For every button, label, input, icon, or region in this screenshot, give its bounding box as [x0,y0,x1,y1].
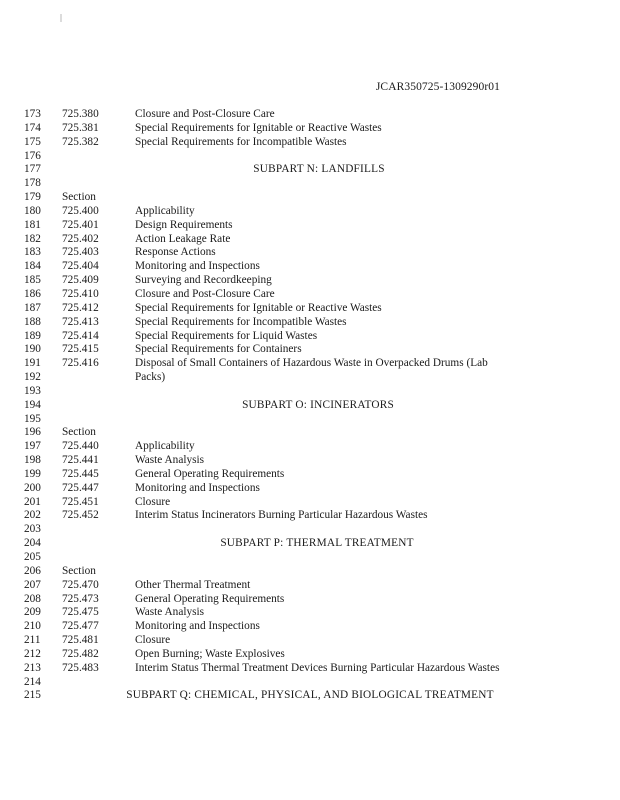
section-title: Special Requirements for Ignitable or Reactive Wastes [135,301,382,314]
section-entry-line [0,274,620,288]
line-number: 178 [24,177,41,190]
subpart-heading: SUBPART N: LANDFILLS [253,163,385,176]
section-entry-line [0,606,620,620]
section-number: 725.412 [62,301,99,314]
section-entry-line [0,648,620,662]
line-number: 213 [24,661,41,674]
section-number: 725.481 [62,634,99,647]
section-entry-line [0,371,620,385]
section-entry-line [0,593,620,607]
line-number: 214 [24,675,41,688]
line-number: 190 [24,343,41,356]
line-number: 215 [24,689,41,702]
subpart-heading-line [0,689,620,703]
section-number: 725.410 [62,287,99,300]
blank-line [0,150,620,164]
blank-line [0,551,620,565]
section-title: Closure [135,495,171,508]
line-number: 173 [24,108,41,120]
blank-line [0,385,620,399]
subpart-heading: SUBPART P: THERMAL TREATMENT [220,537,414,550]
section-entry-line [0,620,620,634]
section-entry-line [0,246,620,260]
section-entry-line [0,662,620,676]
section-title: General Operating Requirements [135,467,285,480]
section-number: 725.402 [62,232,99,245]
line-number: 200 [24,481,41,494]
section-title: Waste Analysis [135,606,205,619]
section-entry-line [0,191,620,205]
section-entry-line [0,219,620,233]
section-title: Packs) [135,371,166,384]
section-title: Disposal of Small Containers of Hazardous Waste in Overpacked Drums (Lab [135,357,488,370]
section-entry-line [0,233,620,247]
section-title: Interim Status Incinerators Burning Particular Hazardous Wastes [135,509,428,522]
section-entry-line [0,634,620,648]
section-number: 725.380 [62,108,99,120]
section-entry-line [0,330,620,344]
subpart-heading-line [0,399,620,413]
section-entry-line [0,108,620,122]
line-number: 201 [24,495,41,508]
section-number: Section [62,191,96,204]
section-number: 725.483 [62,661,99,674]
section-entry-line [0,302,620,316]
section-title: Special Requirements for Liquid Wastes [135,329,318,342]
section-title: Monitoring and Inspections [135,260,260,273]
subpart-heading-line [0,537,620,551]
section-number: 725.440 [62,440,99,453]
blank-line [0,413,620,427]
line-number: 182 [24,232,41,245]
line-number: 204 [24,537,41,550]
line-number: 209 [24,606,41,619]
section-entry-line [0,440,620,454]
line-number: 206 [24,564,41,577]
section-title: Monitoring and Inspections [135,481,260,494]
section-title: Special Requirements for Containers [135,343,302,356]
scan-mark [60,14,62,22]
line-number: 191 [24,357,41,370]
section-title: Action Leakage Rate [135,232,231,245]
section-number: 725.401 [62,218,99,231]
line-number: 208 [24,592,41,605]
section-number: 725.415 [62,343,99,356]
line-number: 174 [24,121,41,134]
section-entry-line [0,122,620,136]
section-number: 725.381 [62,121,99,134]
section-number: 725.477 [62,620,99,633]
section-title: Surveying and Recordkeeping [135,274,272,287]
section-number: 725.482 [62,647,99,660]
line-number: 194 [24,398,41,411]
line-number: 210 [24,620,41,633]
line-number: 198 [24,454,41,467]
section-title: Other Thermal Treatment [135,578,251,591]
section-number: 725.445 [62,467,99,480]
line-number: 188 [24,315,41,328]
line-number: 193 [24,384,41,397]
section-title: Monitoring and Inspections [135,620,260,633]
line-number: 177 [24,163,41,176]
section-title: General Operating Requirements [135,592,285,605]
line-number: 175 [24,135,41,148]
section-title: Waste Analysis [135,454,205,467]
line-number: 186 [24,287,41,300]
section-entry-line [0,496,620,510]
line-number: 183 [24,246,41,259]
section-entry-line [0,136,620,150]
line-number: 181 [24,218,41,231]
line-number: 203 [24,523,41,536]
section-number: 725.447 [62,481,99,494]
line-number: 192 [24,371,41,384]
section-number: 725.414 [62,329,99,342]
section-entry-line [0,316,620,330]
section-title: Applicability [135,440,195,453]
section-title: Special Requirements for Incompatible Wastes [135,135,347,148]
section-entry-line [0,482,620,496]
section-entry-line [0,426,620,440]
section-number: Section [62,426,96,439]
section-title: Response Actions [135,246,216,259]
section-title: Special Requirements for Ignitable or Reactive Wastes [135,121,382,134]
section-number: 725.451 [62,495,99,508]
section-number: 725.416 [62,357,99,370]
section-title: Applicability [135,204,195,217]
line-number: 180 [24,204,41,217]
section-title: Design Requirements [135,218,233,231]
section-number: 725.452 [62,509,99,522]
section-title: Special Requirements for Incompatible Wastes [135,315,347,328]
section-entry-line [0,454,620,468]
section-entry-line [0,509,620,523]
section-entry-line [0,468,620,482]
subpart-heading: SUBPART O: INCINERATORS [242,398,394,411]
section-entry-line [0,343,620,357]
blank-line [0,676,620,690]
section-number: 725.475 [62,606,99,619]
section-title: Closure [135,634,171,647]
section-entry-line [0,579,620,593]
line-number: 211 [24,634,41,647]
line-number: 207 [24,578,41,591]
subpart-heading: SUBPART Q: CHEMICAL, PHYSICAL, AND BIOLOGICAL TREATMENT [126,689,494,702]
line-number: 184 [24,260,41,273]
line-number: 199 [24,467,41,480]
section-number: 725.413 [62,315,99,328]
line-number: 176 [24,149,41,162]
line-number: 202 [24,509,41,522]
section-number: 725.409 [62,274,99,287]
line-number: 205 [24,551,41,563]
section-number: 725.400 [62,204,99,217]
subpart-heading-line [0,163,620,177]
section-entry-line [0,260,620,274]
section-title: Interim Status Thermal Treatment Devices Burning Particular Hazardous Wastes [135,661,500,674]
section-entry-line [0,357,620,371]
section-number: 725.404 [62,260,99,273]
section-entry-line [0,205,620,219]
line-number: 195 [24,412,41,425]
section-number: 725.473 [62,592,99,605]
blank-line [0,523,620,537]
line-number: 196 [24,426,41,439]
line-number: 179 [24,191,41,204]
section-title: Open Burning; Waste Explosives [135,647,285,660]
document-code: JCAR350725-1309290r01 [375,81,500,93]
section-number: Section [62,564,96,577]
section-title: Closure and Post-Closure Care [135,287,275,300]
section-number: 725.470 [62,578,99,591]
section-number: 725.382 [62,135,99,148]
section-number: 725.441 [62,454,99,467]
line-number: 187 [24,301,41,314]
section-title: Closure and Post-Closure Care [135,108,275,120]
line-number: 212 [24,647,41,660]
section-number: 725.403 [62,246,99,259]
line-number: 189 [24,329,41,342]
section-entry-line [0,565,620,579]
line-number: 197 [24,440,41,453]
line-list [0,108,620,703]
blank-line [0,177,620,191]
section-entry-line [0,288,620,302]
line-number: 185 [24,274,41,287]
